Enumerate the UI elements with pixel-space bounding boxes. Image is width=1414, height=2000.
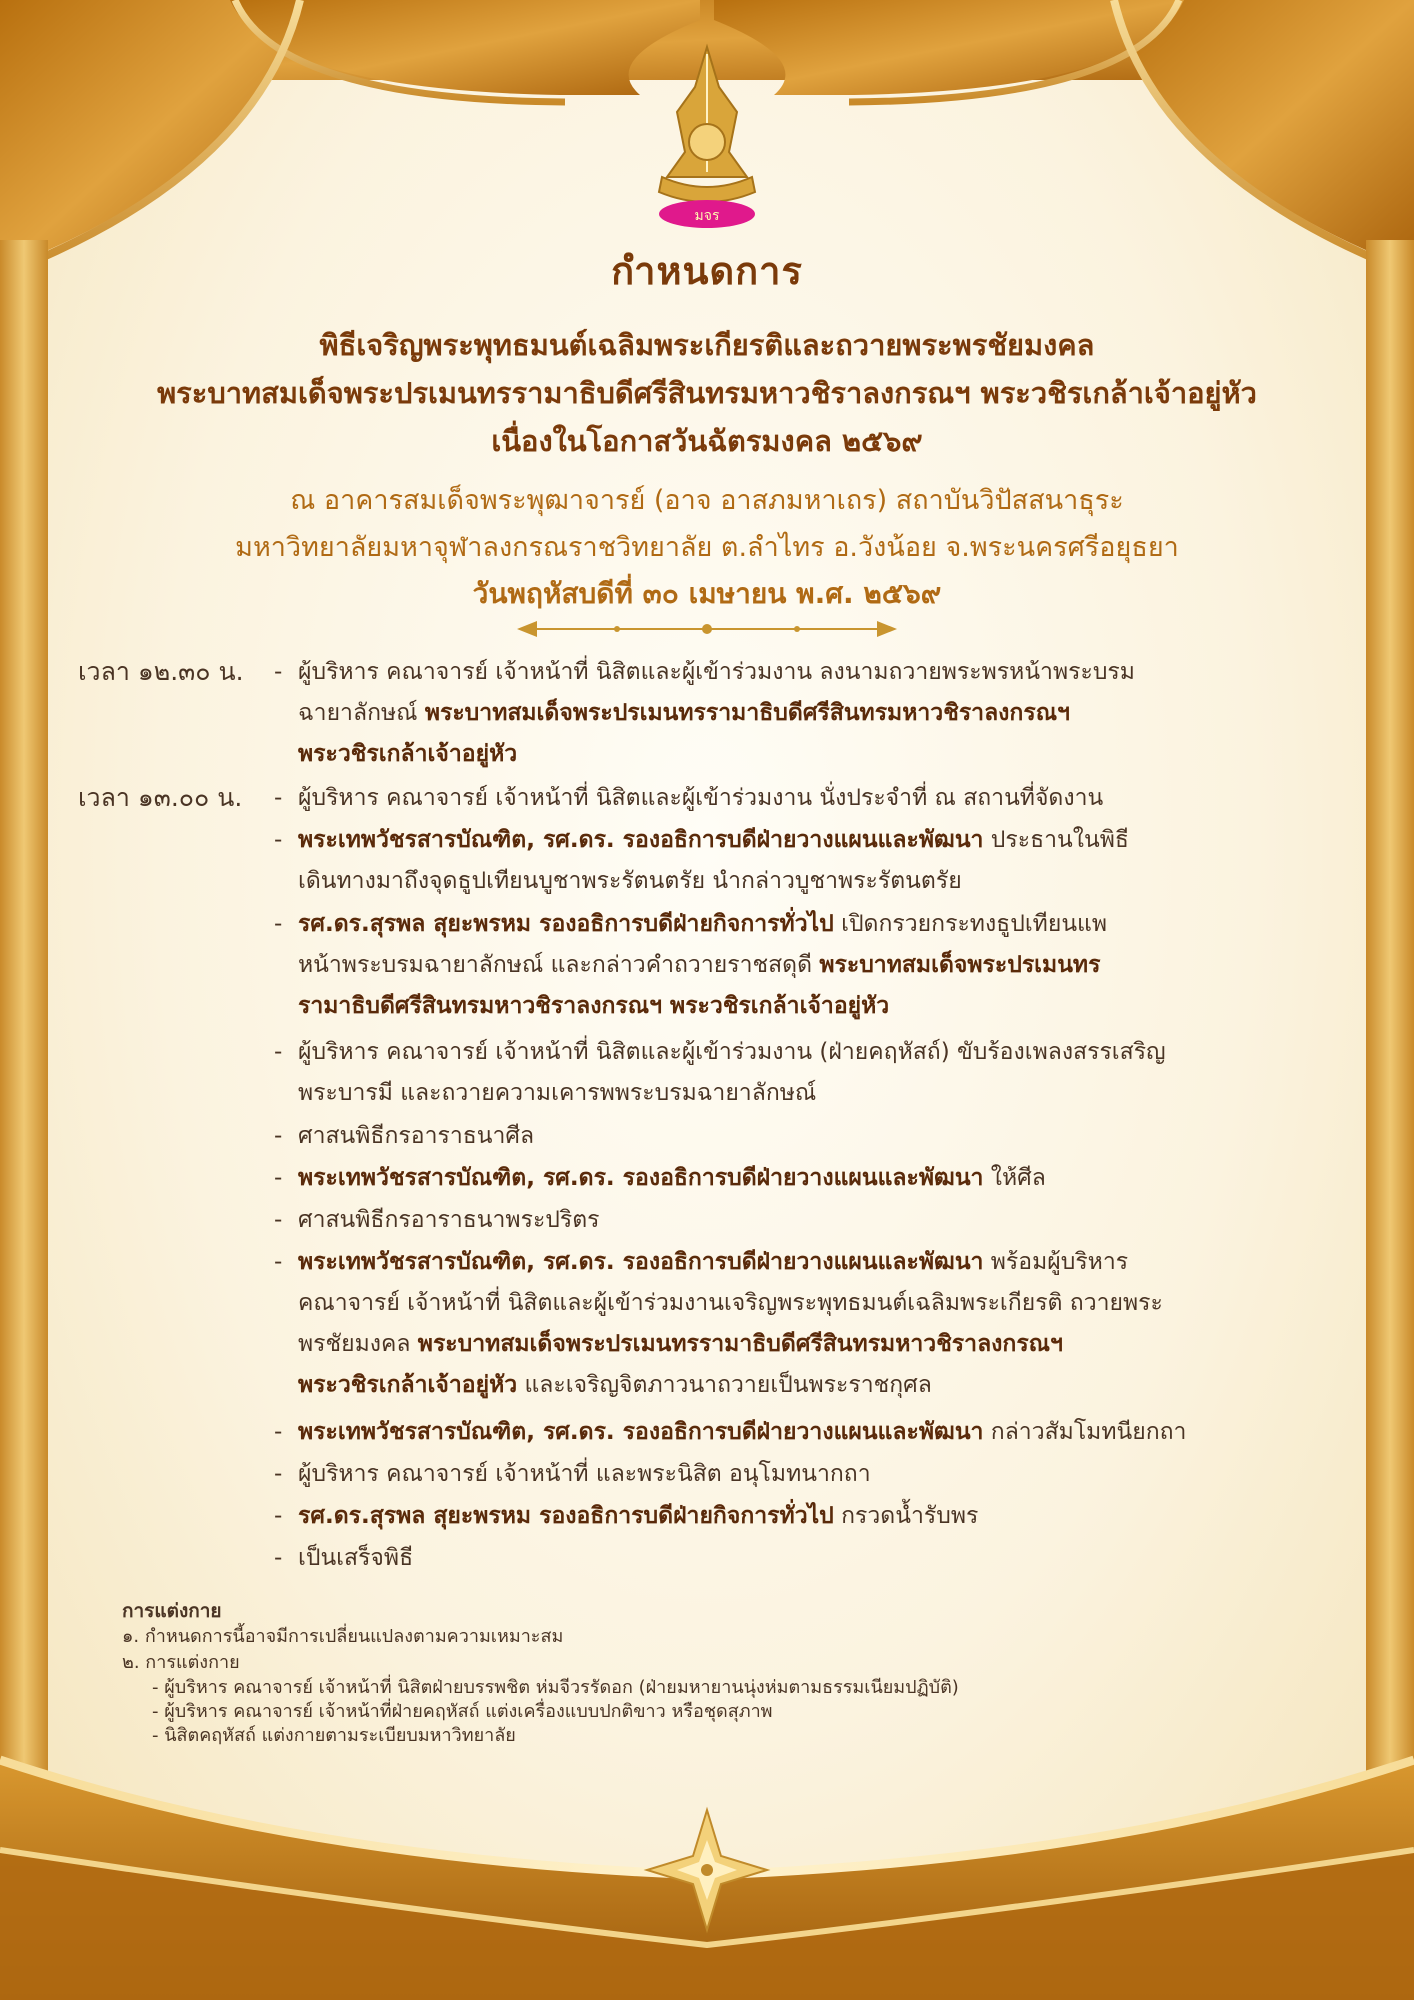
schedule-item-2: - ผู้บริหาร คณาจารย์ เจ้าหน้าที่ นิสิตและผู้เข้าร่วมงาน นั่งประจำที่ ณ สถานที่จัดงาน <box>274 785 1104 811</box>
logo-text: มจร <box>694 208 720 224</box>
schedule-item-12: - รศ.ดร.สุรพล สุยะพรหม รองอธิการบดีฝ่ายกิจการทั่วไป กรวดน้ำรับพร <box>274 1503 979 1529</box>
schedule-item-6: - ศาสนพิธีกรอาราธนาศีล <box>274 1123 535 1149</box>
note-sub-2: - ผู้บริหาร คณาจารย์ เจ้าหน้าที่ฝ่ายคฤหัสถ์ แต่งเครื่องแบบปกติขาว หรือชุดสุภาพ <box>152 1701 773 1722</box>
page-title: กำหนดการ <box>611 249 803 293</box>
schedule-item-5: - ผู้บริหาร คณาจารย์ เจ้าหน้าที่ นิสิตและผู้เข้าร่วมงาน (ฝ่ายคฤหัสถ์) ขับร้องเพลงสรรเสริญ พระบารมี และถวายความเคารพพระบรมฉายาลักษณ์ <box>274 1039 1166 1106</box>
schedule-item-13: - เป็นเสร็จพิธี <box>274 1545 414 1571</box>
note-sub-3: - นิสิตคฤหัสถ์ แต่งกายตามระเบียบมหาวิทยาลัย <box>152 1725 516 1746</box>
note-1: ๑. กำหนดการนี้อาจมีการเปลี่ยนแปลงตามความเหมาะสม <box>122 1626 564 1647</box>
ceremony-title-line-1: พิธีเจริญพระพุทธมนต์เฉลิมพระเกียรติและถวายพระพรชัยมงคล <box>319 328 1095 362</box>
event-date: วันพฤหัสบดีที่ ๓๐ เมษายน พ.ศ. ๒๕๖๙ <box>472 577 942 610</box>
notes-heading: การแต่งกาย <box>122 1600 222 1622</box>
schedule-item-1: - ผู้บริหาร คณาจารย์ เจ้าหน้าที่ นิสิตและผู้เข้าร่วมงาน ลงนามถวายพระพรหน้าพระบรม ฉายาลักษณ์ พระบาทสมเด็จพระปรเมนทรรามาธิบดีศรีสินทรมหาวชิราลงกรณฯ พระวชิรเกล้าเจ้าอยู่หัว <box>274 659 1135 767</box>
schedule-item-10: - พระเทพวัชรสารบัณฑิต, รศ.ดร. รองอธิการบดีฝ่ายวางแผนและพัฒนา กล่าวสัมโมทนียกถา <box>274 1419 1187 1445</box>
ceremony-title-line-2: พระบาทสมเด็จพระปรเมนทรรามาธิบดีศรีสินทรมหาวชิราลงกรณฯ พระวชิรเกล้าเจ้าอยู่หัว <box>157 376 1257 410</box>
note-sub-1: - ผู้บริหาร คณาจารย์ เจ้าหน้าที่ นิสิตฝ่ายบรรพชิต ห่มจีวรรัดอก (ฝ่ายมหายานนุ่งห่มตามธรรมเนียมปฏิบัติ) <box>152 1677 959 1698</box>
time-label-1230: เวลา ๑๒.๓๐ น. <box>78 657 244 686</box>
schedule-item-11: - ผู้บริหาร คณาจารย์ เจ้าหน้าที่ และพระนิสิต อนุโมทนากถา <box>274 1461 871 1487</box>
venue-line-1: ณ อาคารสมเด็จพระพุฒาจารย์ (อาจ อาสภมหาเถร) สถาบันวิปัสสนาธุระ <box>290 485 1124 516</box>
schedule-item-7: - พระเทพวัชรสารบัณฑิต, รศ.ดร. รองอธิการบดีฝ่ายวางแผนและพัฒนา ให้ศีล <box>274 1165 1046 1191</box>
schedule-item-9: - พระเทพวัชรสารบัณฑิต, รศ.ดร. รองอธิการบดีฝ่ายวางแผนและพัฒนา พร้อมผู้บริหาร คณาจารย์ เจ้าหน้าที่ นิสิตและผู้เข้าร่วมงานเจริญพระพุทธมนต์เฉลิมพระเกียรติ ถวายพระ พรชัยมงคล พระบาทสมเด็จพระปรเมนทรรามาธิบดีศรีสินทรมหาวชิราลงกรณฯ พระวชิรเกล้าเจ้าอยู่หัว และเจริญจิตภาวนาถวายเป็นพระราชกุศล <box>274 1249 1163 1398</box>
dress-code-notes <box>122 1598 1302 1748</box>
university-emblem-logo <box>637 42 777 232</box>
ornamental-divider <box>517 617 897 641</box>
note-2: ๒. การแต่งกาย <box>122 1652 240 1673</box>
schedule-item-3: - พระเทพวัชรสารบัณฑิต, รศ.ดร. รองอธิการบดีฝ่ายวางแผนและพัฒนา ประธานในพิธี เดินทางมาถึงจุดธูปเทียนบูชาพระรัตนตรัย นำกล่าวบูชาพระรัตนตรัย <box>274 827 1129 894</box>
schedule-item-4: - รศ.ดร.สุรพล สุยะพรหม รองอธิการบดีฝ่ายกิจการทั่วไป เปิดกรวยกระทงธูปเทียนแพ หน้าพระบรมฉายาลักษณ์ และกล่าวคำถวายราชสดุดี พระบาทสมเด็จพระปรเมนทร รามาธิบดีศรีสินทรมหาวชิราลงกรณฯ พระวชิรเกล้าเจ้าอยู่หัว <box>274 911 1108 1019</box>
time-label-1300: เวลา ๑๓.๐๐ น. <box>78 783 243 812</box>
ceremony-title-line-3: เนื่องในโอกาสวันฉัตรมงคล ๒๕๖๙ <box>491 424 923 458</box>
schedule-item-8: - ศาสนพิธีกรอาราธนาพระปริตร <box>274 1207 600 1233</box>
venue-line-2: มหาวิทยาลัยมหาจุฬาลงกรณราชวิทยาลัย ต.ลำไทร อ.วังน้อย จ.พระนครศรีอยุธยา <box>235 532 1179 563</box>
